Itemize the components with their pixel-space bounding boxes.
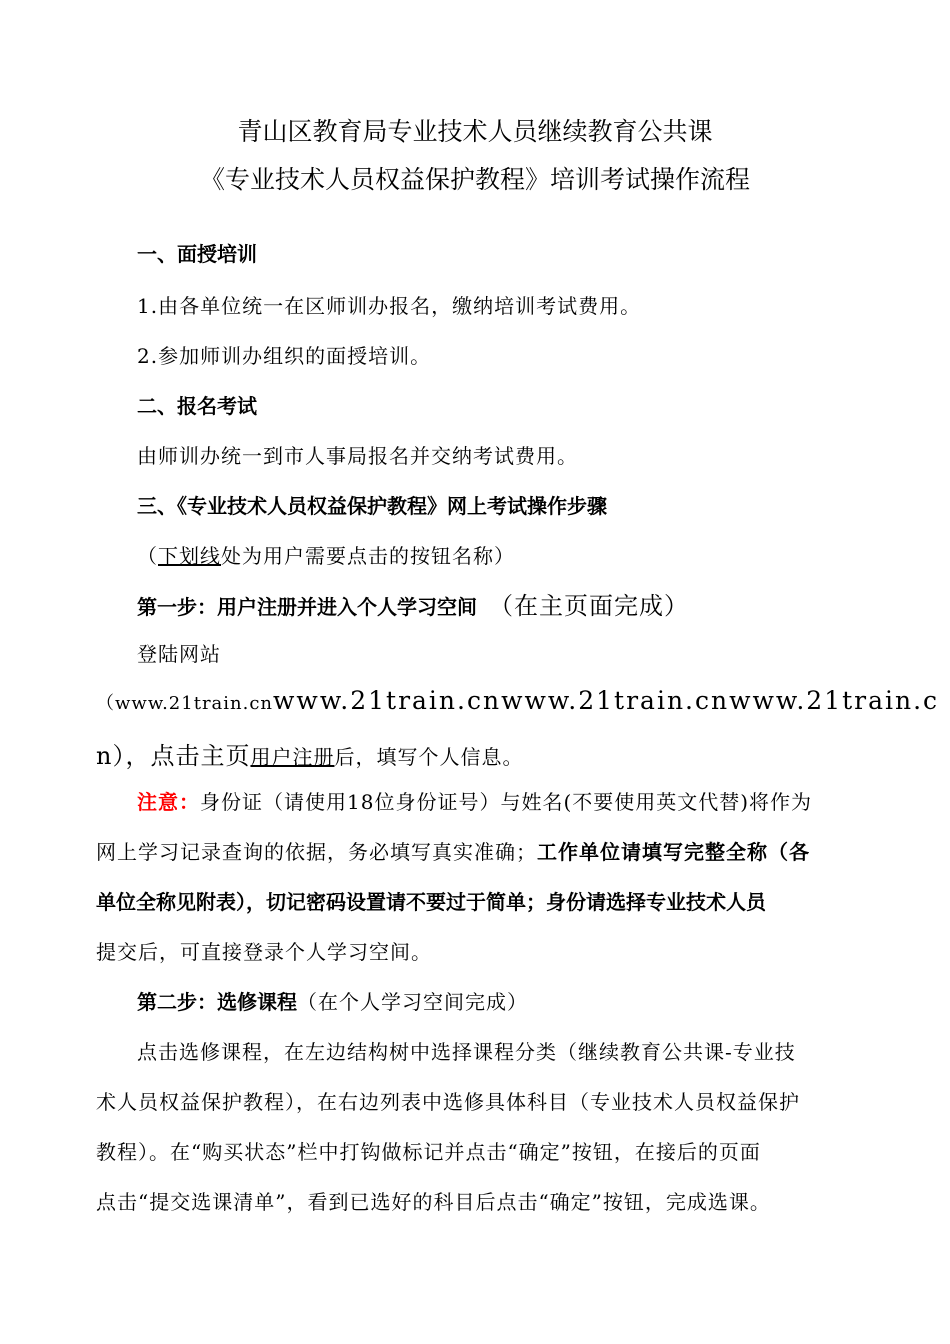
section-3-heading: 三、《专业技术人员权益保护教程》网上考试操作步骤 — [137, 494, 607, 518]
step-2-heading — [137, 986, 528, 1015]
url-prefix: （www.21train.cn — [96, 693, 274, 714]
notice-line-2-normal: 网上学习记录查询的依据，务必填写真实准确； — [96, 840, 537, 864]
step-2-paragraph-line-2: 术人员权益保护教程），在右边列表中选修具体科目（专业技术人员权益保护 — [96, 1090, 800, 1114]
step-2-paragraph-line-1: 点击选修课程，在左边结构树中选择课程分类（继续教育公共课-专业技 — [137, 1040, 796, 1064]
url-end: n），点击主页 — [96, 742, 251, 770]
step-2-paragraph-line-3: 教程）。在“购买状态”栏中打钩做标记并点击“确定”按钮，在接后的页面 — [96, 1140, 761, 1164]
notice-line-3: 单位全称见附表），切记密码设置请不要过于简单；身份请选择专业技术人员 — [96, 890, 766, 914]
notice-label: 注意： — [137, 790, 200, 814]
url-repeated-text: www.21train.cnwww.21train.cnwww.21train.c — [273, 686, 940, 715]
step-2-paragraph-line-4: 点击“提交选课清单”，看到已选好的科目后点击“确定”按钮，完成选课。 — [96, 1190, 771, 1214]
section-2-heading: 二、报名考试 — [137, 394, 257, 418]
step-1-heading — [137, 586, 689, 621]
underline-legend-note — [137, 540, 515, 569]
user-register-link[interactable]: 用户注册 — [250, 745, 335, 769]
notice-line-2 — [96, 836, 810, 865]
section-1-heading: 一、面授培训 — [137, 242, 257, 266]
step-2-label: 第二步：选修课程 — [137, 990, 297, 1014]
underline-example: 下划线 — [158, 544, 221, 568]
step-1-location: （在主页面完成） — [489, 592, 689, 620]
website-url-line — [96, 686, 939, 715]
document-title-line-1: 青山区教育局专业技术人员继续教育公共课 — [237, 117, 713, 146]
section-2-text: 由师训办统一到市人事局报名并交纳考试费用。 — [137, 444, 578, 468]
section-1-item-1: 1.由各单位统一在区师训办报名，缴纳培训考试费用。 — [137, 294, 642, 318]
step-1-label: 第一步：用户注册并进入个人学习空间 — [137, 595, 477, 619]
step-1-login-text: 登陆网站 — [137, 642, 221, 666]
notice-line-4: 提交后，可直接登录个人学习空间。 — [96, 940, 432, 964]
note-open-paren: （ — [137, 544, 158, 568]
notice-line-2-bold: 工作单位请填写完整全称（各 — [537, 840, 810, 864]
note-rest: 处为用户需要点击的按钮名称） — [221, 544, 515, 568]
notice-line-1 — [137, 786, 812, 815]
document-title-line-2: 《专业技术人员权益保护教程》培训考试操作流程 — [199, 165, 750, 194]
notice-line-1-text: 身份证（请使用18位身份证号）与姓名(不要使用英文代替)将作为 — [200, 790, 813, 814]
after-register-text: 后，填写个人信息。 — [334, 745, 524, 769]
section-1-item-2: 2.参加师训办组织的面授培训。 — [137, 344, 432, 368]
register-instruction-line — [96, 736, 523, 771]
step-2-location: （在个人学习空间完成） — [297, 990, 528, 1014]
